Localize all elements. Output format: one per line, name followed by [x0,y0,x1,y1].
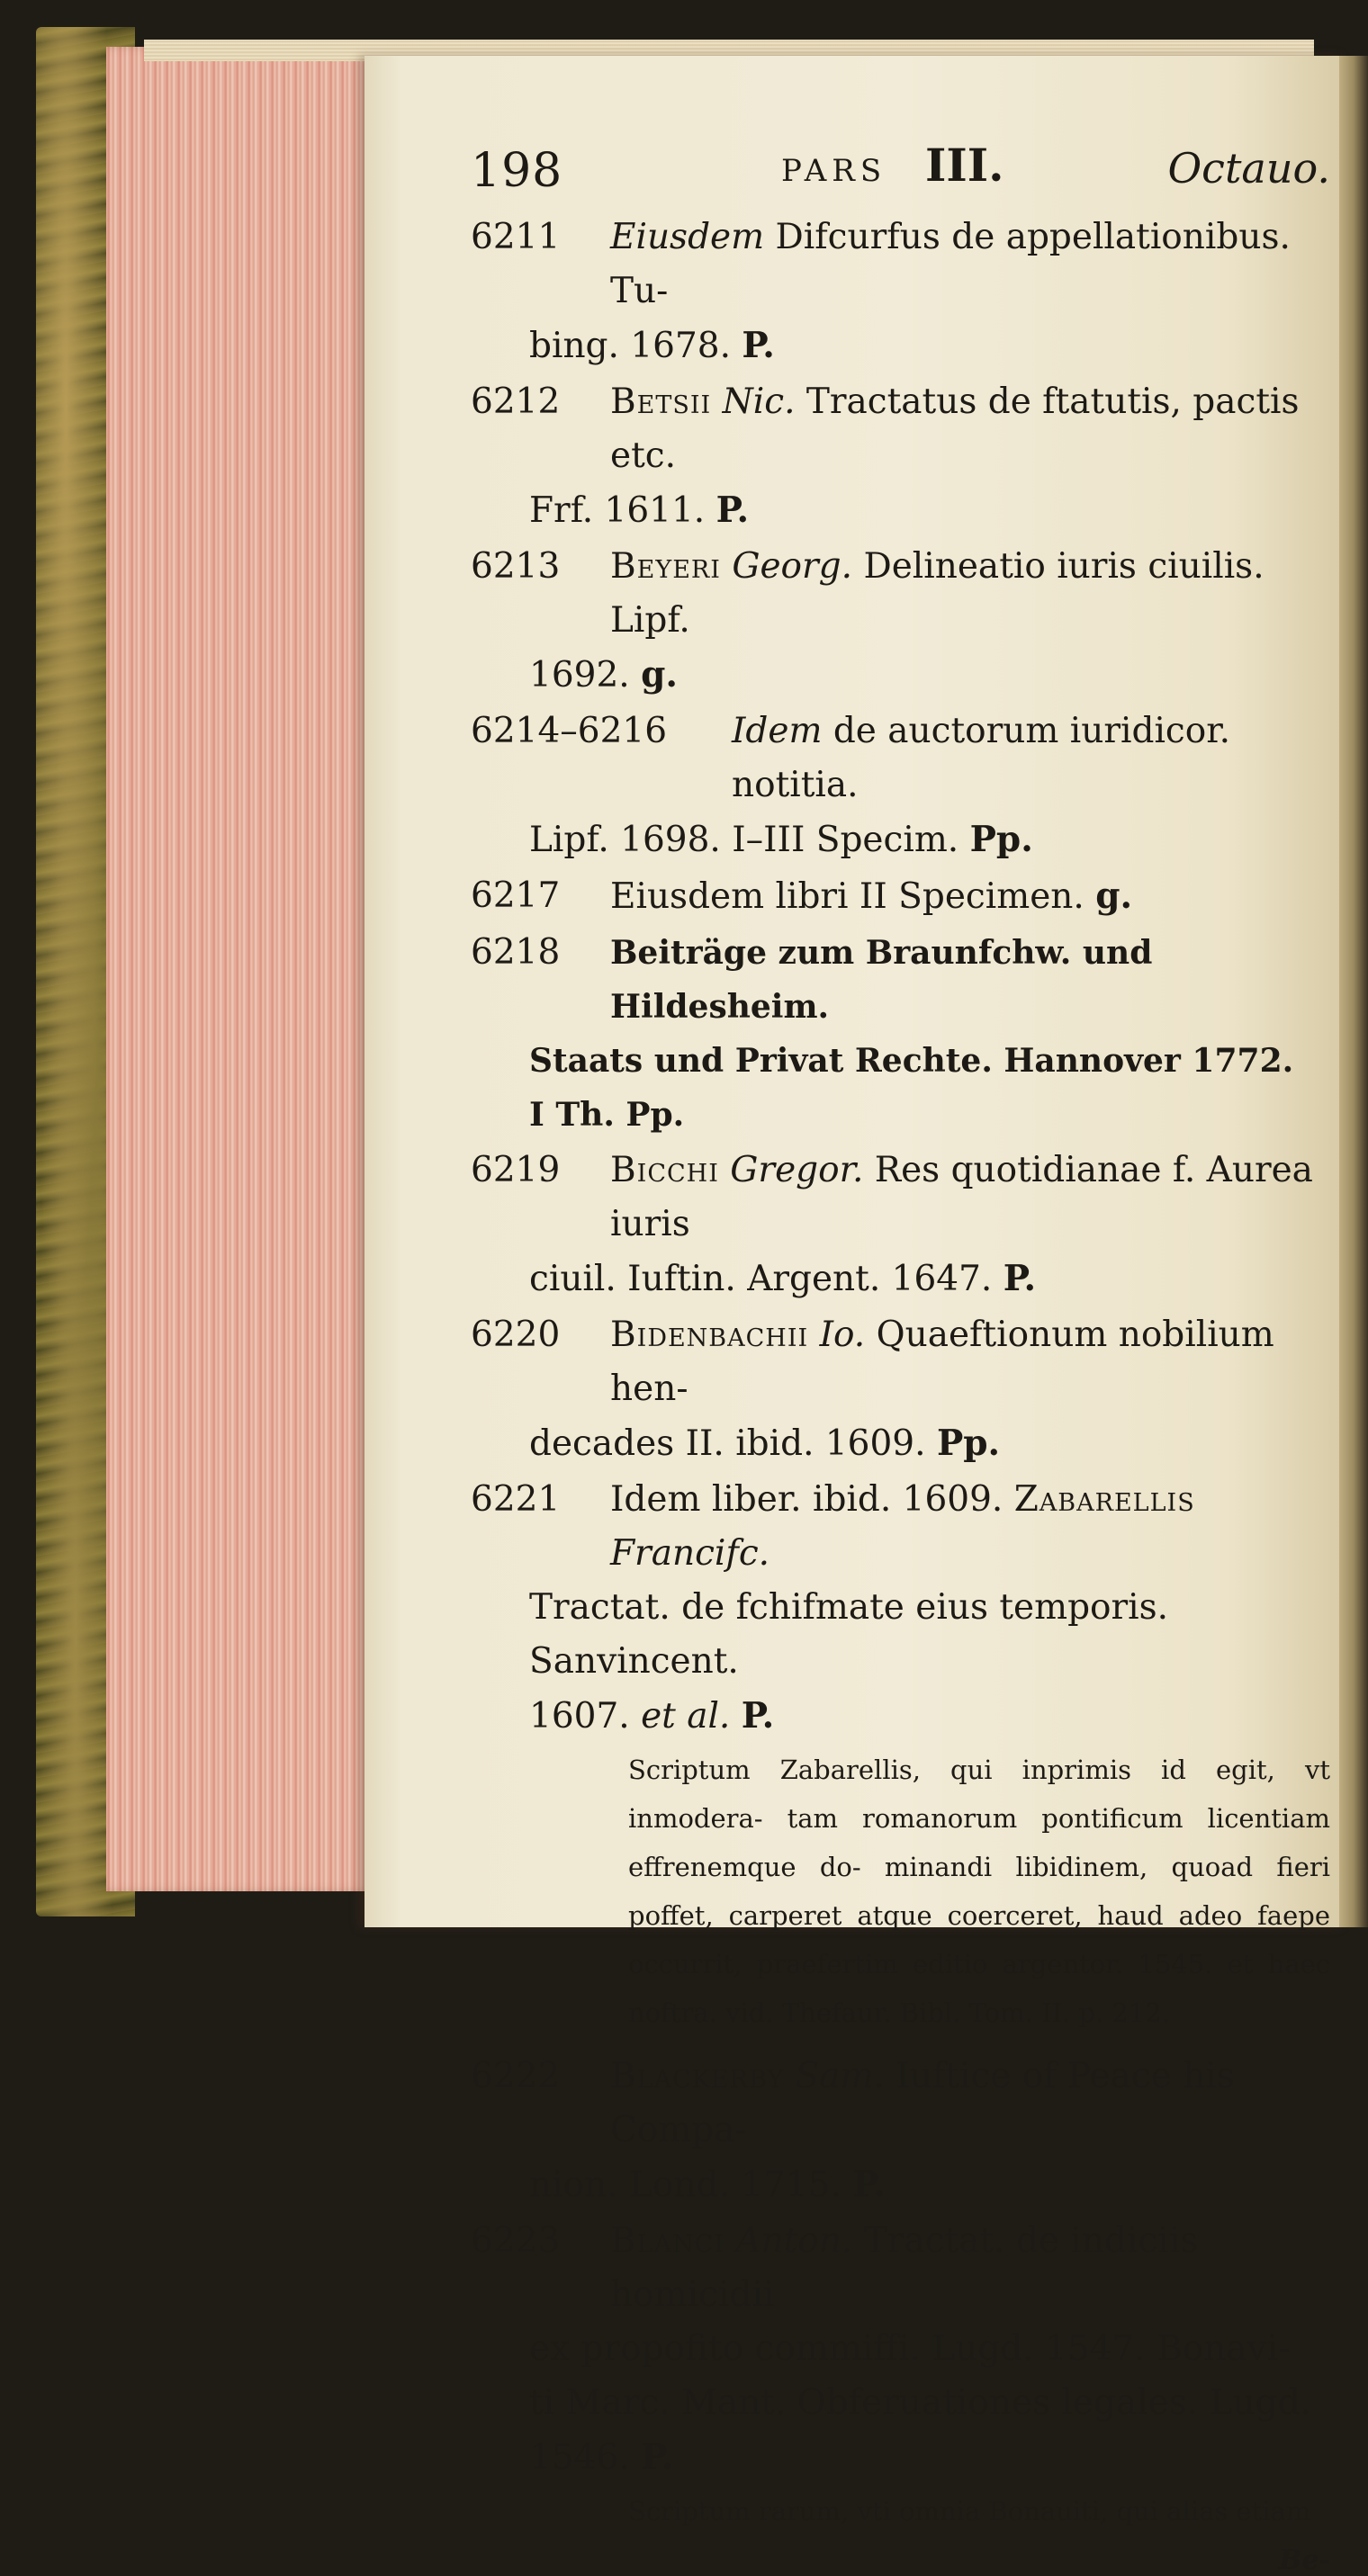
entry-given-name: Nic. [722,381,796,422]
catchword: Be- [1279,2545,1330,2576]
entry-imprint: 1546. [529,2437,630,2478]
entry-author: Blanci [610,2221,725,2261]
entry-imprint: 1607. [529,1696,630,1737]
entry-et-al: et al. [641,1696,731,1737]
entry-number: 6220 [471,1315,561,1355]
annotation-note: Scriptum Zabarellis, qui inprimis id egit, vt inmodera- tam romanorum pontificum licentiam effrenemque do- minandi libidinem, quoad fieri poffet, carperet atque coerceret, haud adeo faepe occurrit, praefertim editio argentor. 1545. et haec noftra. vid. Thefaur. Bibl. Tom. II. p. 212. [628,1755,1330,2028]
entry-title: Quaeftionum nobilium hen- [610,1315,1274,1409]
entry-title: Iuftice of Peace his Compa- [610,2056,1235,2150]
entry-given-name: Francifc. [610,1533,770,1574]
entry-number: 6219 [471,1150,561,1190]
entry-6222 [471,2050,1330,2212]
entry-number: 6221 [471,1479,561,1520]
format-label: Octauo. [1167,144,1330,193]
running-header [471,130,1330,211]
entry-mark: Pp. [626,1096,685,1134]
entry-author: Eiusdem [610,217,765,257]
entry-title: Delineatio iuris ciuilis. Lipf. [610,546,1264,641]
entry-6218 [471,926,1330,1142]
entry-6211 [471,211,1330,373]
entry-title-cont: ex propofito commiffi. Lugd. 1547. Bonavi- [529,2329,1291,2369]
entry-author: Blackerby [610,2056,785,2096]
entry-imprint: Lipf. 1698. I–III Specim. [529,820,959,860]
entry-imprint: decades II. ibid. 1609. [529,1423,926,1464]
entry-mark: P. [741,1695,775,1737]
entry-number: 6218 [471,932,561,973]
entry-6214-6216 [471,705,1330,867]
entry-number: 6223 [471,2221,561,2261]
entry-title: Tractat. de indiciis homicidii [610,2221,1199,2315]
entry-given-name: Gregor. [730,1150,864,1190]
entry-imprint: 1692. [529,655,630,696]
entry-title: Eiusdem libri II Specimen. [610,876,1084,917]
entry-given-name: Anton. [735,2221,853,2261]
entry-number: 6214–6216 [471,711,668,751]
entry-6213 [471,540,1330,703]
entry-6219 [471,1144,1330,1306]
annotation-note-2: Scriptum rarum, vti omnia Bonauiti, qui alias etiam [628,2496,1311,2527]
entry-author: Bicchi [610,1150,719,1190]
entry-number: 6211 [471,217,561,257]
entry-number: 6217 [471,875,561,916]
book-page [364,56,1346,2576]
entry-imprint: I Th. [529,1096,615,1134]
entry-given-name: Io. [819,1315,866,1355]
entry-6220 [471,1308,1330,1471]
entry-number: 6222 [471,2056,561,2096]
pars-number: III. [925,139,1004,192]
entry-mark: P. [641,2437,674,2478]
entry-mark: P. [1003,1258,1037,1299]
entry-title: Beiträge zum Braunfchw. und Hildesheim. [610,934,1153,1026]
page-edges [106,47,376,1891]
entry-title-cont: Tractat. de fchifmate eius temporis. Sanvincent. [529,1587,1169,1682]
entry-title: de auctorum iuridicor. notitia. [732,711,1231,805]
entry-title: Idem liber. ibid. 1609. [610,1479,1004,1520]
entry-imprint: ciuil. Iuftin. Argent. 1647. [529,1259,993,1299]
entry-number: 6212 [471,381,561,422]
entry-given-name: Georg. [732,546,853,587]
page-number: 198 [471,144,563,198]
entry-author: Zabarellis [1013,1479,1195,1520]
entry-number: 6213 [471,546,561,587]
entry-author: Betsii [610,381,712,422]
entry-6212 [471,375,1330,538]
entry-author: Beyeri [610,546,721,587]
entry-title-cont: ti Marc. Mant. Obferuationes legales. Lugd. [529,2383,1311,2423]
entry-mark: P. [716,489,750,531]
pars-label: PARS [781,153,887,189]
entry-author: Idem [732,711,823,751]
entry-title: Tractatus de ftatutis, pactis etc. [610,381,1300,476]
entry-mark: Pp. [969,819,1033,860]
entry-title: Difcurfus de appellationibus. Tu- [610,217,1291,311]
entry-mark: Pp. [936,1423,1001,1464]
entry-imprint: Frf. 1611. [529,490,706,531]
entry-author: Bidenbachii [610,1315,809,1355]
entry-mark: g. [1095,875,1133,917]
entry-6217 [471,869,1330,924]
entry-mark: P. [852,2164,886,2205]
page-curl [1339,56,1368,1927]
entry-title: Res quotidianae f. Aurea iuris [610,1150,1313,1244]
entry-given-name: Sam. [795,2056,885,2096]
entry-imprint: bing. 1678. [529,326,731,366]
entry-title-cont: Staats und Privat Rechte. Hannover 1772. [529,1042,1294,1080]
entry-6221 [471,1473,1330,1744]
entry-mark: g. [641,654,678,696]
page-content [471,130,1330,2576]
entry-6223 [471,2214,1330,2485]
entry-imprint: nion. Lond. 1715. [529,2165,842,2205]
entry-mark: P. [742,325,775,366]
